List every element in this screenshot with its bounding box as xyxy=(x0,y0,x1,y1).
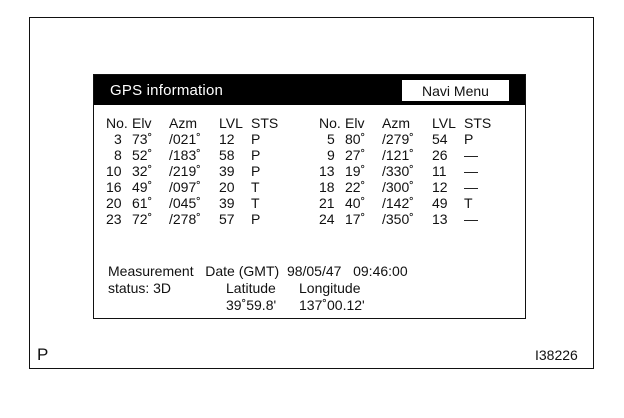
cell-azm: /350˚ xyxy=(382,211,414,227)
date-label: Date (GMT) xyxy=(205,263,280,279)
cell-no: 9 xyxy=(327,147,335,163)
cell-azm: /300˚ xyxy=(382,179,414,195)
date-value: 98/05/47 xyxy=(286,263,342,279)
cell-no: 8 xyxy=(114,147,122,163)
cell-no: 18 xyxy=(319,179,335,195)
measurement-line xyxy=(108,263,408,279)
header-azm: Azm xyxy=(169,115,197,131)
cell-no: 16 xyxy=(106,179,122,195)
cell-sts: P xyxy=(251,163,261,179)
cell-elv: 17˚ xyxy=(345,211,366,227)
cell-elv: 19˚ xyxy=(345,163,366,179)
figure-id: I38226 xyxy=(535,347,578,363)
cell-azm: /279˚ xyxy=(382,131,414,147)
latitude-value: 39˚59.8' xyxy=(226,297,277,313)
latitude-label: Latitude xyxy=(226,280,276,296)
title-bar xyxy=(94,75,525,105)
cell-lvl: 12 xyxy=(432,179,448,195)
cell-no: 10 xyxy=(106,163,122,179)
cell-lvl: 12 xyxy=(219,131,235,147)
cell-elv: 32˚ xyxy=(132,163,153,179)
cell-azm: /097˚ xyxy=(169,179,201,195)
cell-sts: T xyxy=(251,195,260,211)
cell-azm: /278˚ xyxy=(169,211,201,227)
cell-lvl: 13 xyxy=(432,211,448,227)
cell-no: 21 xyxy=(319,195,335,211)
cell-azm: /330˚ xyxy=(382,163,414,179)
cell-azm: /183˚ xyxy=(169,147,201,163)
header-sts: STS xyxy=(251,115,279,131)
cell-lvl: 39 xyxy=(219,163,235,179)
header-azm: Azm xyxy=(382,115,410,131)
cell-sts: — xyxy=(464,179,478,195)
side-label: P xyxy=(37,345,49,364)
gps-information-screen xyxy=(93,74,526,319)
cell-no: 13 xyxy=(319,163,335,179)
header-sts: STS xyxy=(464,115,492,131)
time-value: 09:46:00 xyxy=(353,263,408,279)
longitude-label: Longitude xyxy=(299,280,361,296)
header-no: No. xyxy=(319,115,341,131)
header-elv: Elv xyxy=(132,115,152,131)
cell-elv: 80˚ xyxy=(345,131,366,147)
cell-no: 20 xyxy=(106,195,122,211)
cell-elv: 40˚ xyxy=(345,195,366,211)
cell-azm: /021˚ xyxy=(169,131,201,147)
cell-elv: 73˚ xyxy=(132,131,153,147)
cell-azm: /219˚ xyxy=(169,163,201,179)
cell-elv: 52˚ xyxy=(132,147,153,163)
cell-no: 24 xyxy=(319,211,335,227)
cell-sts: P xyxy=(251,147,261,163)
header-no: No. xyxy=(106,115,128,131)
cell-elv: 61˚ xyxy=(132,195,153,211)
cell-sts: P xyxy=(251,131,261,147)
cell-sts: T xyxy=(464,195,473,211)
longitude-value: 137˚00.12' xyxy=(299,297,365,313)
cell-no: 5 xyxy=(327,131,335,147)
header-elv: Elv xyxy=(345,115,365,131)
cell-sts: — xyxy=(464,163,478,179)
cell-elv: 49˚ xyxy=(132,179,153,195)
cell-lvl: 54 xyxy=(432,131,448,147)
cell-lvl: 20 xyxy=(219,179,235,195)
cell-sts: P xyxy=(464,131,474,147)
header-lvl: LVL xyxy=(432,115,456,131)
cell-lvl: 57 xyxy=(219,211,235,227)
cell-lvl: 39 xyxy=(219,195,235,211)
cell-lvl: 11 xyxy=(432,163,447,179)
measurement-label: Measurement xyxy=(108,263,194,279)
header-lvl: LVL xyxy=(219,115,243,131)
cell-sts: — xyxy=(464,211,478,227)
cell-lvl: 26 xyxy=(432,147,448,163)
cell-sts: P xyxy=(251,211,261,227)
cell-azm: /121˚ xyxy=(382,147,414,163)
cell-lvl: 49 xyxy=(432,195,448,211)
cell-lvl: 58 xyxy=(219,147,235,163)
cell-sts: — xyxy=(464,147,478,163)
cell-no: 23 xyxy=(106,211,122,227)
status-text: status: 3D xyxy=(108,280,172,296)
cell-elv: 22˚ xyxy=(345,179,366,195)
cell-azm: /045˚ xyxy=(169,195,201,211)
screen-title: GPS information xyxy=(110,82,224,99)
cell-elv: 27˚ xyxy=(345,147,366,163)
cell-elv: 72˚ xyxy=(132,211,153,227)
cell-no: 3 xyxy=(114,131,122,147)
cell-sts: T xyxy=(251,179,260,195)
cell-azm: /142˚ xyxy=(382,195,414,211)
navi-menu-button[interactable]: Navi Menu xyxy=(402,80,509,101)
